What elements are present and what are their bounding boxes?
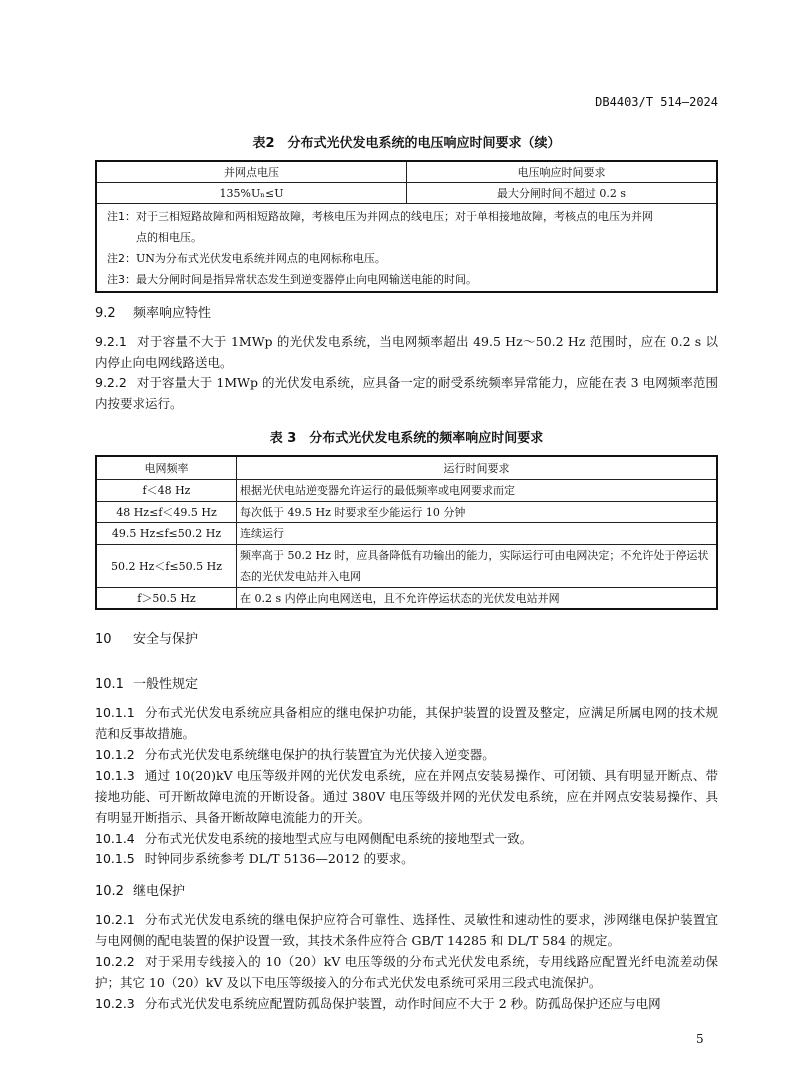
note-label: 注3：: [107, 273, 136, 286]
clause-text: 时钟同步系统参考 DL/T 5136—2012 的要求。: [144, 851, 414, 866]
section-heading-9-2: [95, 302, 211, 321]
table-cell: f＞50.5 Hz: [96, 587, 237, 609]
clause-number: 10.2.3: [95, 996, 135, 1011]
clause-number: 10.1.1: [95, 705, 135, 720]
table-cell: 在 0.2 s 内停止向电网送电，且不允许停运状态的光伏发电站并网: [237, 587, 718, 609]
clause-number: 10.1.3: [95, 768, 135, 783]
table-note: [96, 269, 717, 292]
clause-number: 10.1.4: [95, 831, 135, 846]
paragraph-10-1-5: [95, 848, 718, 869]
section-number: 9.2: [95, 306, 116, 321]
table-header-row: [96, 161, 717, 183]
paragraph-10-1-3: [95, 765, 718, 828]
paragraph-9-2-1: [95, 331, 718, 373]
paragraph-10-2-2: [95, 951, 718, 993]
table2-title: 表2 分布式光伏发电系统的电压响应时间要求（续）: [252, 136, 561, 151]
section-title: 继电保护: [133, 884, 186, 899]
clause-number: 10.2.2: [95, 954, 135, 969]
table3-title: 表 3 分布式光伏发电系统的频率响应时间要求: [269, 431, 544, 446]
clause-text: 分布式光伏发电系统的接地型式应与电网侧配电系统的接地型式一致。: [144, 831, 533, 846]
clause-number: 9.2.2: [95, 375, 127, 390]
note-label: 注2：: [107, 252, 136, 265]
section-number: 10: [95, 632, 112, 647]
clause-number: 10.2.1: [95, 912, 135, 927]
page-number: 5: [696, 1032, 704, 1046]
table-cell: 48 Hz≤f＜49.5 Hz: [96, 501, 237, 522]
clause-number: 10.1.5: [95, 851, 135, 866]
paragraph-10-1-2: [95, 744, 718, 765]
section-number: 10.2: [95, 884, 124, 899]
table-cell: 每次低于 49.5 Hz 时要求至少能运行 10 分钟: [237, 501, 718, 522]
paragraph-10-2-1: [95, 909, 718, 951]
table-cell: 50.2 Hz＜f≤50.5 Hz: [96, 544, 237, 587]
clause-number: 10.1.2: [95, 747, 135, 762]
clause-number: 9.2.1: [95, 334, 127, 349]
table-cell: 135%Uₙ≤U: [96, 183, 407, 204]
table-cell: 根据光伏电站逆变器允许运行的最低频率或电网要求而定: [237, 479, 718, 501]
table-header-cell: 电压响应时间要求: [407, 161, 718, 183]
table-row: [96, 587, 717, 609]
table-cell: 49.5 Hz≤f≤50.2 Hz: [96, 522, 237, 544]
paragraph-10-1-4: [95, 828, 718, 849]
document-code: DB4403/T 514—2024: [595, 95, 718, 109]
section-heading-10-2: [95, 880, 185, 899]
table-header-row: [96, 456, 717, 479]
note-text: UN为分布式光伏发电系统并网点的电网标称电压。: [136, 252, 386, 265]
note-label: 注1：: [107, 210, 136, 223]
section-number: 10.1: [95, 677, 124, 692]
table3: [95, 455, 718, 610]
section-title: 频率响应特性: [133, 306, 212, 321]
section-heading-10-1: [95, 673, 198, 692]
table-cell: 频率高于 50.2 Hz 时，应具备降低有功输出的能力，实际运行可由电网决定；不允许处于停运状态的光伏发电站并入电网: [237, 544, 718, 587]
section-title: 安全与保护: [133, 632, 199, 647]
table-row: [96, 479, 717, 501]
table-note: [96, 204, 717, 249]
clause-text: 通过 10(20)kV 电压等级并网的光伏发电系统，应在并网点安装易操作、可闭锁、具有明显开断点、带接地功能、可开断故障电流的开断设备。通过 380V 电压等级并网的光伏发电系统，应在并网点安装易操作、具有明显开断指示、具备开断故障电流能力的开关。: [95, 768, 718, 825]
clause-text: 分布式光伏发电系统继电保护的执行装置宜为光伏接入逆变器。: [144, 747, 495, 762]
table-row: [96, 501, 717, 522]
note-text: 最大分闸时间是指异常状态发生到逆变器停止向电网输送电能的时间。: [136, 273, 477, 286]
table-cell: 最大分闸时间不超过 0.2 s: [407, 183, 718, 204]
note-text-cont: 点的相电压。: [136, 231, 202, 244]
table-header-cell: 电网频率: [96, 456, 237, 479]
paragraph-10-2-3: [95, 993, 718, 1014]
paragraph-9-2-2: [95, 372, 718, 414]
table-note: [96, 248, 717, 269]
table-row: [96, 183, 717, 204]
clause-text: 分布式光伏发电系统应具备相应的继电保护功能，其保护装置的设置及整定，应满足所属电网的技术规范和反事故措施。: [95, 705, 718, 741]
section-heading-10: [95, 628, 198, 647]
clause-text: 对于容量不大于 1MWp 的光伏发电系统，当电网频率超出 49.5 Hz～50.2 Hz 范围时，应在 0.2 s 以内停止向电网线路送电。: [95, 334, 718, 370]
table-cell: f＜48 Hz: [96, 479, 237, 501]
section-title: 一般性规定: [133, 677, 199, 692]
table-row: [96, 522, 717, 544]
clause-text: 对于容量大于 1MWp 的光伏发电系统，应具备一定的耐受系统频率异常能力，应能在表 3 电网频率范围内按要求运行。: [95, 375, 718, 411]
clause-text: 对于采用专线接入的 10（20）kV 电压等级的分布式光伏发电系统，专用线路应配置光纤电流差动保护；其它 10（20）kV 及以下电压等级接入的分布式光伏发电系统可采用三段式电流保护。: [95, 954, 718, 990]
clause-text: 分布式光伏发电系统应配置防孤岛保护装置，动作时间应不大于 2 秒。防孤岛保护还应与电网: [144, 996, 661, 1011]
table-cell: 连续运行: [237, 522, 718, 544]
note-text: 对于三相短路故障和两相短路故障，考核电压为并网点的线电压；对于单相接地故障，考核点的电压为并网: [136, 210, 653, 223]
table-row: [96, 544, 717, 587]
table-header-cell: 运行时间要求: [237, 456, 718, 479]
paragraph-10-1-1: [95, 702, 718, 744]
clause-text: 分布式光伏发电系统的继电保护应符合可靠性、选择性、灵敏性和速动性的要求，涉网继电保护装置宜与电网侧的配电装置的保护设置一致，其技术条件应符合 GB/T 14285 和 DL/T 584 的规定。: [95, 912, 718, 948]
table2: [95, 160, 718, 293]
table-header-cell: 并网点电压: [96, 161, 407, 183]
